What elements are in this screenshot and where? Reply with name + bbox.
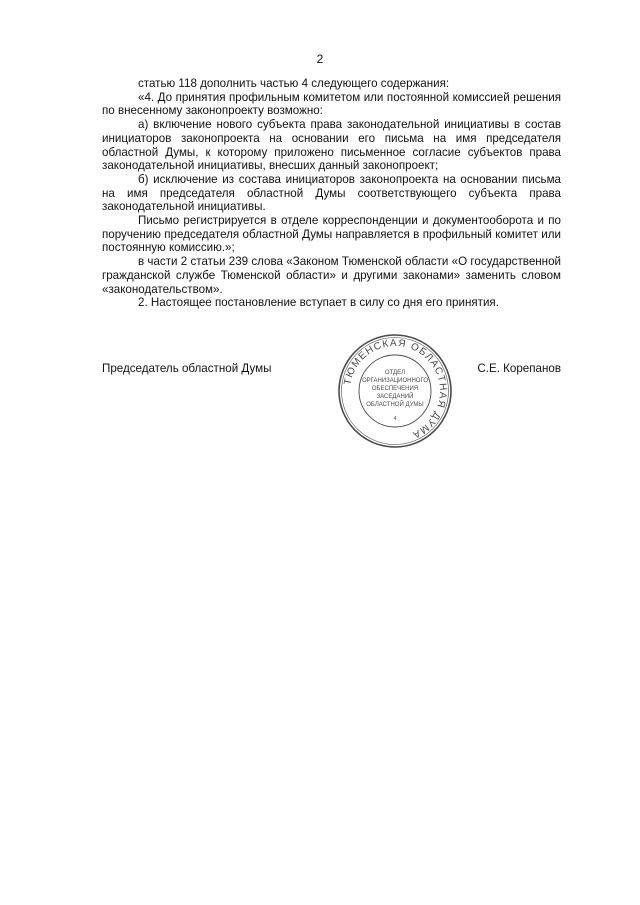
seal-graphic xyxy=(336,332,454,450)
seal-number: 4 xyxy=(393,416,397,422)
paragraph: а) включение нового субъекта права законодательной инициативы в состав инициаторов законопроекта на основании его письма на имя председателя областной Думы, к которому приложено письменное согласие субъектов права законодательной инициативы, внесших данный законопроект; xyxy=(102,118,561,173)
seal-center-text xyxy=(362,370,428,422)
signatory-name: С.Е. Корепанов xyxy=(477,362,561,375)
paragraph: Письмо регистрируется в отделе корреспонденции и документооборота и по поручению председателя областной Думы направляется в профильный комитет или постоянную комиссию.»; xyxy=(102,214,561,255)
paragraph: в части 2 статьи 239 слова «Законом Тюменской области «О государственной гражданской службе Тюменской области» и другими законами» заменить словом «законодательством». xyxy=(102,255,561,296)
seal-center-line: ЗАСЕДАНИЙ xyxy=(376,394,414,400)
paragraph: «4. До принятия профильным комитетом или постоянной комиссией решения по внесенному законопроекту возможно: xyxy=(102,90,561,118)
seal-ring-textpath: ТЮМЕНСКАЯ ОБЛАСТНАЯ ДУМА xyxy=(342,337,449,441)
page-number: 2 xyxy=(316,52,324,66)
signatory-title: Председатель областной Думы xyxy=(102,362,272,375)
paragraph: 2. Настоящее постановление вступает в силу со дня его принятия. xyxy=(138,296,499,310)
seal-center-line: ОБЛАСТНОЙ ДУМЫ xyxy=(366,402,424,408)
paragraph: б) исключение из состава инициаторов законопроекта на основании письма на имя председателя областной Думы соответствующего субъекта права законодательной инициативы. xyxy=(102,172,561,214)
seal-center-line: ОРГАНИЗАЦИОННОГО xyxy=(361,378,429,384)
seal-center-line: ОТДЕЛ xyxy=(384,370,406,376)
official-seal xyxy=(336,332,454,450)
paragraph: статью 118 дополнить частью 4 следующего содержания: xyxy=(138,77,450,90)
document-body xyxy=(102,77,561,310)
seal-center-line: ОБЕСПЕЧЕНИЯ xyxy=(371,386,419,392)
